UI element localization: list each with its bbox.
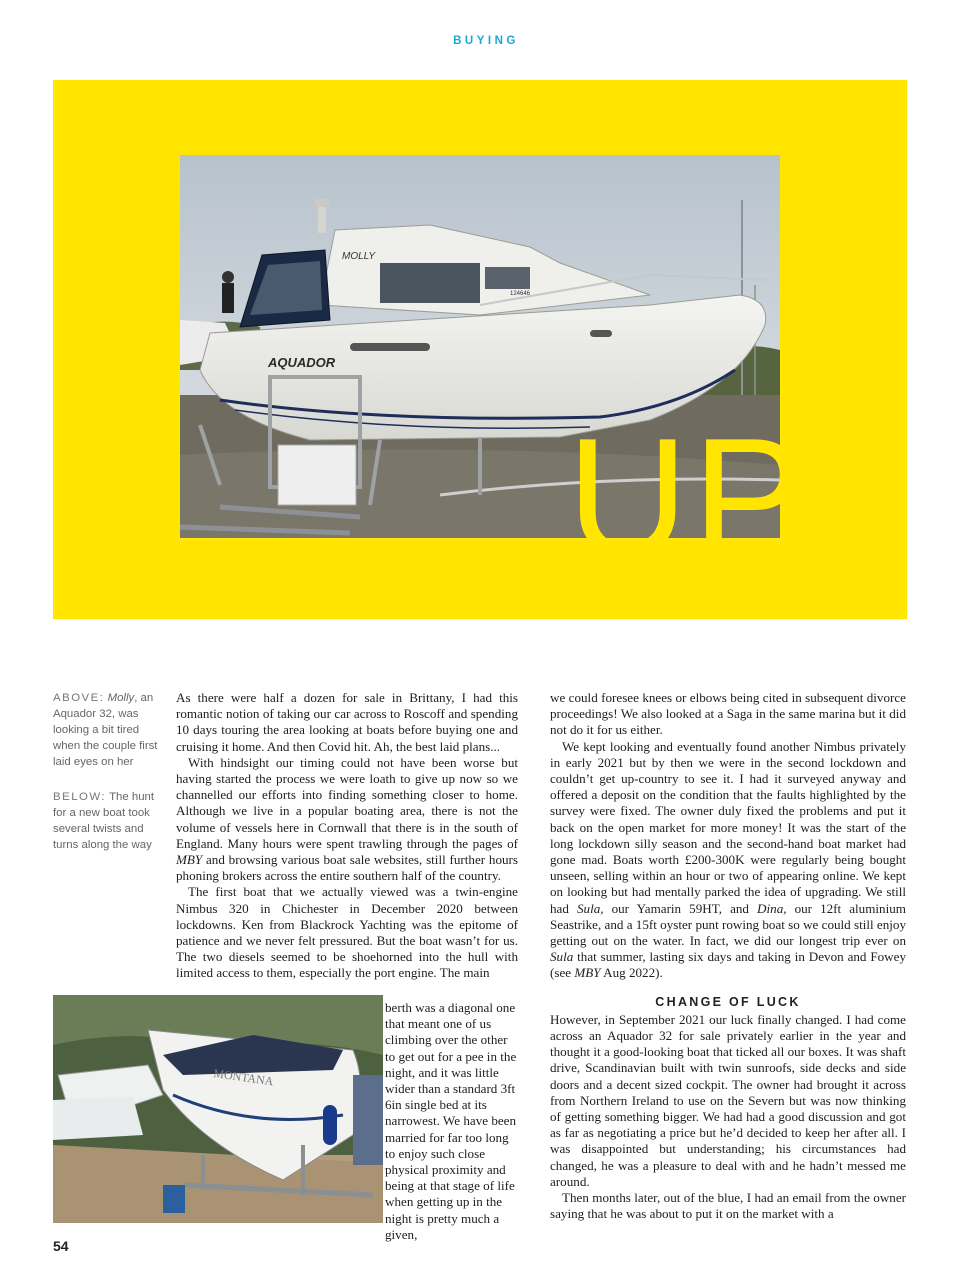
paragraph: As there were half a dozen for sale in Brittany, I had this romantic notion of taking our car across to Roscoff and spending 10 days touring the area looking at boats before buying one and cruising it home. And then Covid hit. Ah, the best laid plans... (176, 690, 518, 754)
subheading-change-of-luck: CHANGE OF LUCK (655, 994, 801, 1009)
caption-below (53, 789, 163, 853)
paragraph: The first boat that we actually viewed was a twin-engine Nimbus 320 in Chichester in December 2020 between lockdowns. Ken from Blackrock Yachting was the epitome of patience and we never felt pressured. But the boat wasn’t for us. The two diesels seemed to be shoehorned into the hull with limited access to them, especially the port engine. The main (176, 884, 518, 981)
caption-below-label: BELOW: (53, 791, 107, 803)
page-number: 54 (53, 1238, 69, 1254)
boat-model-label: AQUADOR (268, 355, 336, 370)
inset-photo-montana (53, 995, 383, 1223)
caption-above (53, 690, 163, 770)
article-column-1-continued (385, 1000, 518, 1243)
paragraph: However, in September 2021 our luck finally changed. I had come across an Aquador 32 for sale privately earlier in the year and thought it a good-looking boat that ticked all our boxes. It was shaft drive, Scandinavian built with twin sunroofs, side decks and side doors and a decent sized cockpit. The owner had brought it across from Northern Ireland to use on the Severn but was now thinking of getting something bigger. We had had a good discussion and got as far as negotiating a price but he’d decided to keep her after all. I was disappointed but understanding; his circumstances had changed, he was a pleasure to deal with and he hadn’t messed me around. (550, 1011, 906, 1189)
paragraph: we could foresee knees or elbows being cited in subsequent divorce proceedings! We also looked at a Saga in the same marina but it did not do it for us either. (550, 690, 906, 738)
section-label: BUYING (453, 35, 519, 47)
caption-above-name: Molly (107, 692, 135, 704)
paragraph: Then months later, out of the blue, I had an email from the owner saying that he was about to put it on the market with a (550, 1190, 906, 1222)
boat-name-label: MOLLY (342, 251, 375, 262)
caption-below-text: The hunt for a new boat took several twists and turns along the way (53, 791, 155, 851)
paragraph: We kept looking and eventually found another Nimbus privately in early 2021 but by then we were in the second lockdown and couldn’t get up-country to see it. I had it surveyed anyway and offered a deposit on the condition that the faults highlighted by the survey were fixed. The owner duly fixed the problems and put it back on the open market for more money! It was the start of the long lockdown silly season and the second-hand boat market had gone mad. Boats worth £200-300K were regularly being bought unseen, selling within an hour or two of appearing online. We kept on looking but had mentally parked the idea of upgrading. We still had Sula, our Yamarin 59HT, and Dina, our 12ft aluminium Seastrike, and a 15ft oyster punt rowing boat so we could still enjoy getting out on the water. In fact, we did our longest trip ever on Sula that summer, lasting six days and taking in Devon and Fowey (see MBY Aug 2022). (550, 738, 907, 981)
paragraph: With hindsight our timing could not have been worse but having started the process we were loath to give up now so we channelled our efforts into finding something closer to home. Although we live in a popular boating area, there is not the volume of vessels here in Cornwall that there is in the south of England. Many hours were spent trawling through the pages of MBY and browsing various boat sale websites, still further hours phoning brokers across the entire southern half of the country. (176, 754, 518, 884)
article-column-2 (550, 690, 906, 1223)
caption-above-label: ABOVE: (53, 692, 105, 704)
article-column-1 (176, 690, 518, 982)
paragraph: berth was a diagonal one that meant one of us climbing over the other to get out for a pee in the night, and it was little wider than a standard 3ft 6in single bed at its narrowest. We have been married for far too long to enjoy such close physical proximity and being at that stage of life when getting up in the night is pretty much a given, (385, 1000, 517, 1242)
caption-above-text: , an Aquador 32, was looking a bit tired when the couple first laid eyes on her (53, 692, 158, 768)
montana-name-label: MONTANA (212, 1066, 275, 1089)
hull-number-label: 124646 (510, 291, 531, 297)
headline: UP (567, 403, 809, 591)
montana-boat-illustration (53, 995, 383, 1223)
